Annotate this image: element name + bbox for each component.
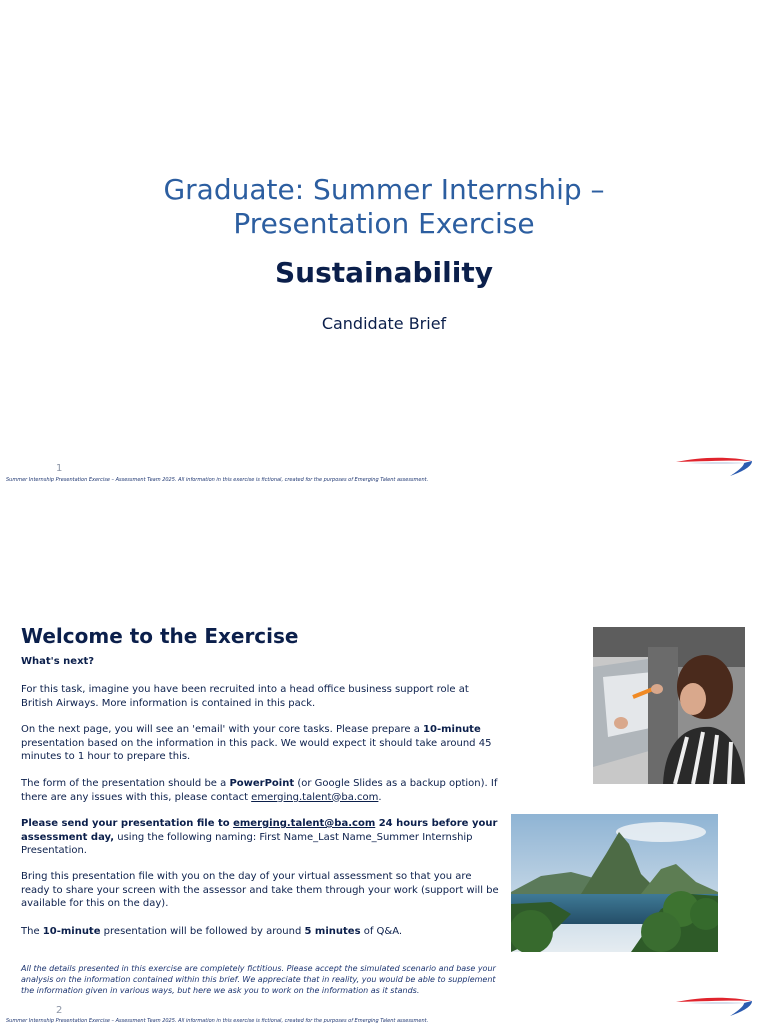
emphasis-text: PowerPoint <box>229 778 295 789</box>
slide-2 <box>0 497 768 1024</box>
paragraph-text: (or Google Slides as a backup option). If there are any issues with this, please contact <box>21 778 498 803</box>
paragraph-text: presentation will be followed by around <box>100 926 305 937</box>
engineer-photo <box>593 627 745 784</box>
paragraph-role: For this task, imagine you have been recruited into a head office business support role at British Airways. More information is contained in this pack. <box>21 684 469 709</box>
footer-text: Summer Internship Presentation Exercise – Assessment Team 2025. All information in this exercise is fictional, created for the purposes of Emerging Talent assessment. <box>6 477 429 483</box>
paragraph-submission <box>21 817 499 858</box>
slide-title <box>0 173 768 241</box>
paragraph-task <box>21 723 499 764</box>
paragraph-text: On the next page, you will see an 'email' with your core tasks. Please prepare a <box>21 724 424 735</box>
paragraph-text: presentation based on the information in this pack. We would expect it should take around 45 minutes to 1 hour to prepare this. <box>21 737 492 762</box>
submission-email-link[interactable]: emerging.talent@ba.com <box>233 818 376 829</box>
british-airways-logo-icon <box>674 454 754 478</box>
contact-email-link[interactable]: emerging.talent@ba.com <box>251 791 379 803</box>
paragraph-format <box>21 777 499 804</box>
footer-text: Summer Internship Presentation Exercise – Assessment Team 2025. All information in this exercise is fictional, created for the purposes of Emerging Talent assessment. <box>6 1018 429 1024</box>
section-subheading: What's next? <box>21 656 95 667</box>
section-heading: Welcome to the Exercise <box>21 624 299 648</box>
emphasis-text: 24 hours before your assessment day, <box>21 818 498 843</box>
paragraph-timing <box>21 925 499 939</box>
emphasis-text: 5 minutes <box>304 926 361 937</box>
emphasis-text: 10-minute <box>423 724 481 735</box>
disclaimer-text: All the details presented in this exercise are completely fictitious. Please accept the simulated scenario and base your analysis on the information contained within this brief. We appreciate that in reality, you would be able to supplement the information given in various ways, but here we ask you to work on the information as it stands. <box>21 964 496 995</box>
paragraph-text: of Q&A. <box>360 926 403 937</box>
paragraph-text: using the following naming: First Name_Last Name_Summer Internship Presentation. <box>21 831 473 856</box>
british-airways-logo-icon <box>674 994 754 1018</box>
slide-brief-label: Candidate Brief <box>321 314 447 333</box>
landscape-photo <box>511 814 718 952</box>
emphasis-text: Please send your presentation file to <box>21 818 234 829</box>
emphasis-text: 10-minute <box>42 926 101 937</box>
slide-1 <box>0 0 768 497</box>
paragraph-text: The form of the presentation should be a <box>21 778 230 789</box>
paragraph-text: . <box>378 791 382 803</box>
page-number: 2 <box>56 1005 63 1016</box>
page-number: 1 <box>56 463 63 474</box>
paragraph-text: The <box>21 926 43 937</box>
slide-subject: Sustainability <box>275 256 493 289</box>
paragraph-on-the-day: Bring this presentation file with you on the day of your virtual assessment so that you are ready to share your screen with the assessor and take them through your work (support will be available for this on the day). <box>21 871 499 909</box>
slide-title-line-2: Presentation Exercise <box>233 207 535 240</box>
slide-title-line-1: Graduate: Summer Internship – <box>163 173 605 206</box>
